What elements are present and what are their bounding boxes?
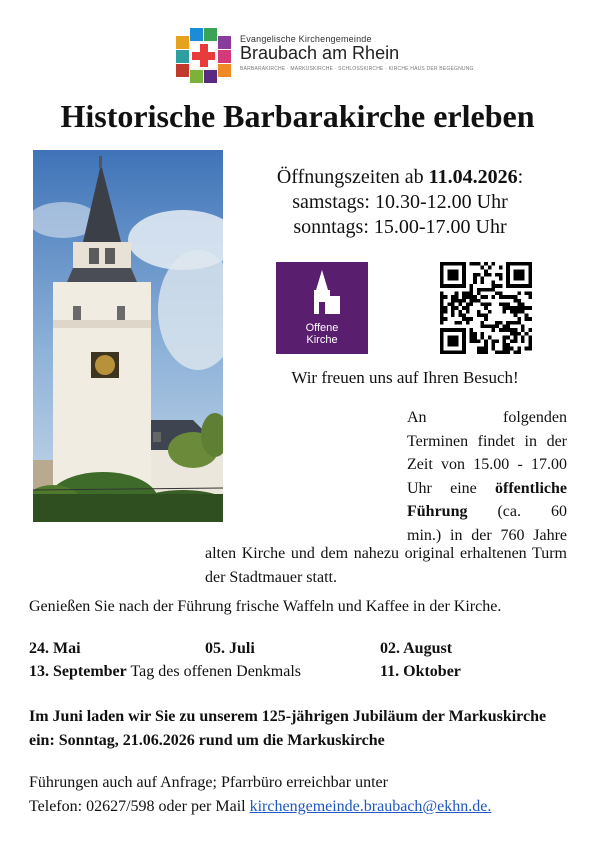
welcome-message: Wir freuen uns auf Ihren Besuch! [291, 368, 519, 387]
tour-date-1: 24. Mai [29, 640, 81, 657]
jubilee-announcement: Im Juni laden wir Sie zu unserem 125-jährigen Jubiläum der Markuskirche ein: Sonntag, 21.06.2026 rund um die Markuskirche [29, 708, 547, 749]
tour-text-continuation: alten Kirche und dem nahezu original erhaltenen Turm der Stadtmauer statt. [205, 545, 567, 586]
offene-kirche-logo [276, 262, 368, 354]
offene-kirche-label: Offene Kirche [305, 322, 339, 346]
contact-line-2: Telefon: 02627/598 oder per Mail kirchengemeinde.braubach@ekhn.de. [29, 798, 492, 815]
contact-line-1: Führungen auch auf Anfrage; Pfarrbüro erreichbar unter [29, 774, 388, 791]
church-tower-photo [33, 150, 223, 522]
tour-date-5: 11. Oktober [380, 663, 461, 680]
waffles-note: Genießen Sie nach der Führung frische Waffeln und Kaffee in der Kirche. [29, 598, 502, 615]
tour-date-3: 02. August [380, 640, 453, 657]
opening-hours [240, 165, 560, 240]
sunday-hours: sonntags: 15.00-17.00 Uhr [293, 216, 507, 238]
logo-top-line: Evangelische Kirchengemeinde [240, 34, 372, 44]
opening-start-date: 11.04.2026 [428, 166, 518, 188]
logo-main-line: Braubach am Rhein [240, 43, 400, 63]
tour-date-4: 13. September Tag des offenen Denkmals [29, 663, 302, 680]
tour-text-column: An folgenden Terminen findet in der Zeit von 15.00 - 17.00 Uhr eine öffentliche Führung (ca. 60 min.) in der 760 Jahre [407, 409, 567, 544]
parish-logo [176, 28, 474, 88]
qr-code[interactable] [440, 262, 532, 354]
opening-hours-intro-line: Öffnungszeiten ab 11.04.2026: [276, 166, 524, 188]
page-title: Historische Barbarakirche erleben [60, 98, 535, 134]
church-icon [304, 270, 340, 314]
cross-logo-icon [176, 28, 232, 84]
logo-sub-line: BARBARAKIRCHE · MARKUSKIRCHE · SCHLOSSKIRCHE · KIRCHE HAUS DER BEGEGNUNG [240, 66, 474, 72]
saturday-hours: samstags: 10.30-12.00 Uhr [292, 191, 508, 213]
tour-date-2: 05. Juli [205, 640, 255, 657]
email-link[interactable]: kirchengemeinde.braubach@ekhn.de. [249, 798, 492, 815]
contact-info [29, 771, 574, 819]
